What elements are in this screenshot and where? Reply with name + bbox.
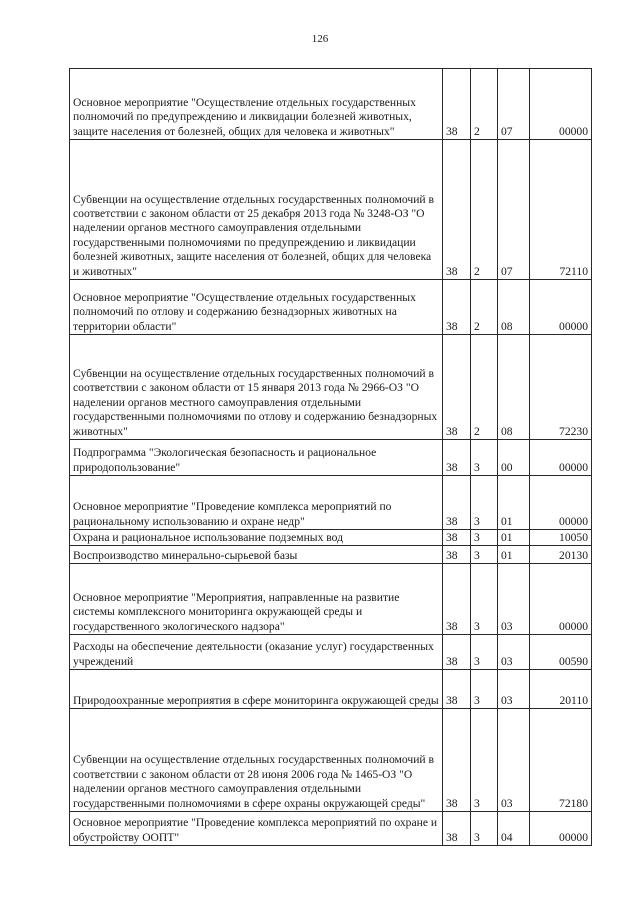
table-row xyxy=(70,709,592,812)
code-cell: 38 xyxy=(443,812,471,846)
code-cell: 38 xyxy=(443,335,471,440)
code-cell: 38 xyxy=(443,440,471,476)
code-cell: 00 xyxy=(498,440,530,476)
code-cell: 00000 xyxy=(530,280,592,335)
code-cell: 08 xyxy=(498,280,530,335)
table-row xyxy=(70,670,592,709)
item-name-cell: Основное мероприятие "Осуществление отдельных государственных полномочий по отлову и содержанию безнадзорных животных на территории области" xyxy=(70,280,443,335)
page-number: 126 xyxy=(311,33,329,45)
table-row xyxy=(70,440,592,476)
table-row xyxy=(70,812,592,846)
code-cell: 3 xyxy=(471,546,498,564)
item-name-cell: Основное мероприятие "Осуществление отдельных государственных полномочий по предупреждению и ликвидации болезней животных, защите населения от болезней, общих для человека и животных" xyxy=(70,69,443,140)
table-row xyxy=(70,564,592,635)
code-cell: 2 xyxy=(471,69,498,140)
code-cell: 38 xyxy=(443,709,471,812)
code-cell: 3 xyxy=(471,530,498,546)
code-cell: 3 xyxy=(471,635,498,670)
code-cell: 01 xyxy=(498,546,530,564)
code-cell: 20130 xyxy=(530,546,592,564)
code-cell: 2 xyxy=(471,140,498,280)
code-cell: 72110 xyxy=(530,140,592,280)
table-row xyxy=(70,476,592,530)
code-cell: 2 xyxy=(471,335,498,440)
code-cell: 38 xyxy=(443,670,471,709)
code-cell: 3 xyxy=(471,812,498,846)
item-name-cell: Охрана и рациональное использование подземных вод xyxy=(70,530,443,546)
item-name-cell: Субвенции на осуществление отдельных государственных полномочий в соответствии с законом области от 15 января 2013 года № 2966-ОЗ "О наделении органов местного самоуправления отдельными государственными полномочиями по отлову и содержанию безнадзорных животных" xyxy=(70,335,443,440)
table-row xyxy=(70,530,592,546)
code-cell: 3 xyxy=(471,670,498,709)
code-cell: 04 xyxy=(498,812,530,846)
code-cell: 38 xyxy=(443,140,471,280)
code-cell: 38 xyxy=(443,476,471,530)
code-cell: 00000 xyxy=(530,476,592,530)
budget-table xyxy=(69,68,592,846)
item-name-cell: Воспроизводство минерально-сырьевой базы xyxy=(70,546,443,564)
code-cell: 00590 xyxy=(530,635,592,670)
code-cell: 03 xyxy=(498,709,530,812)
code-cell: 00000 xyxy=(530,812,592,846)
table-row xyxy=(70,546,592,564)
table-row xyxy=(70,280,592,335)
code-cell: 72230 xyxy=(530,335,592,440)
code-cell: 01 xyxy=(498,530,530,546)
table-row xyxy=(70,635,592,670)
code-cell: 03 xyxy=(498,670,530,709)
code-cell: 00000 xyxy=(530,69,592,140)
code-cell: 20110 xyxy=(530,670,592,709)
code-cell: 3 xyxy=(471,440,498,476)
code-cell: 38 xyxy=(443,530,471,546)
code-cell: 03 xyxy=(498,635,530,670)
item-name-cell: Подпрограмма "Экологическая безопасность и рациональное природопользование" xyxy=(70,440,443,476)
code-cell: 38 xyxy=(443,69,471,140)
item-name-cell: Расходы на обеспечение деятельности (оказание услуг) государственных учреждений xyxy=(70,635,443,670)
code-cell: 03 xyxy=(498,564,530,635)
item-name-cell: Основное мероприятие "Проведение комплекса мероприятий по рациональному использованию и охране недр" xyxy=(70,476,443,530)
item-name-cell: Природоохранные мероприятия в сфере мониторинга окружающей среды xyxy=(70,670,443,709)
item-name-cell: Основное мероприятие "Мероприятия, направленные на развитие системы комплексного мониторинга окружающей среды и государственного экологического надзора" xyxy=(70,564,443,635)
code-cell: 3 xyxy=(471,709,498,812)
table-row xyxy=(70,69,592,140)
code-cell: 2 xyxy=(471,280,498,335)
code-cell: 08 xyxy=(498,335,530,440)
code-cell: 10050 xyxy=(530,530,592,546)
code-cell: 38 xyxy=(443,546,471,564)
table-row xyxy=(70,140,592,280)
item-name-cell: Субвенции на осуществление отдельных государственных полномочий в соответствии с законом области от 25 декабря 2013 года № 3248-ОЗ "О наделении органов местного самоуправления отдельными государственными полномочиями по предупреждению и ликвидации болезней животных, защите населения от болезней, общих для человека и животных" xyxy=(70,140,443,280)
code-cell: 07 xyxy=(498,140,530,280)
code-cell: 72180 xyxy=(530,709,592,812)
code-cell: 3 xyxy=(471,564,498,635)
code-cell: 38 xyxy=(443,635,471,670)
code-cell: 38 xyxy=(443,564,471,635)
code-cell: 3 xyxy=(471,476,498,530)
code-cell: 38 xyxy=(443,280,471,335)
code-cell: 07 xyxy=(498,69,530,140)
code-cell: 00000 xyxy=(530,564,592,635)
code-cell: 00000 xyxy=(530,440,592,476)
code-cell: 01 xyxy=(498,476,530,530)
item-name-cell: Субвенции на осуществление отдельных государственных полномочий в соответствии с законом области от 28 июня 2006 года № 1465-ОЗ "О наделении органов местного самоуправления отдельными государственными полномочиями в сфере охраны окружающей среды" xyxy=(70,709,443,812)
table-row xyxy=(70,335,592,440)
item-name-cell: Основное мероприятие "Проведение комплекса мероприятий по охране и обустройству ООПТ" xyxy=(70,812,443,846)
